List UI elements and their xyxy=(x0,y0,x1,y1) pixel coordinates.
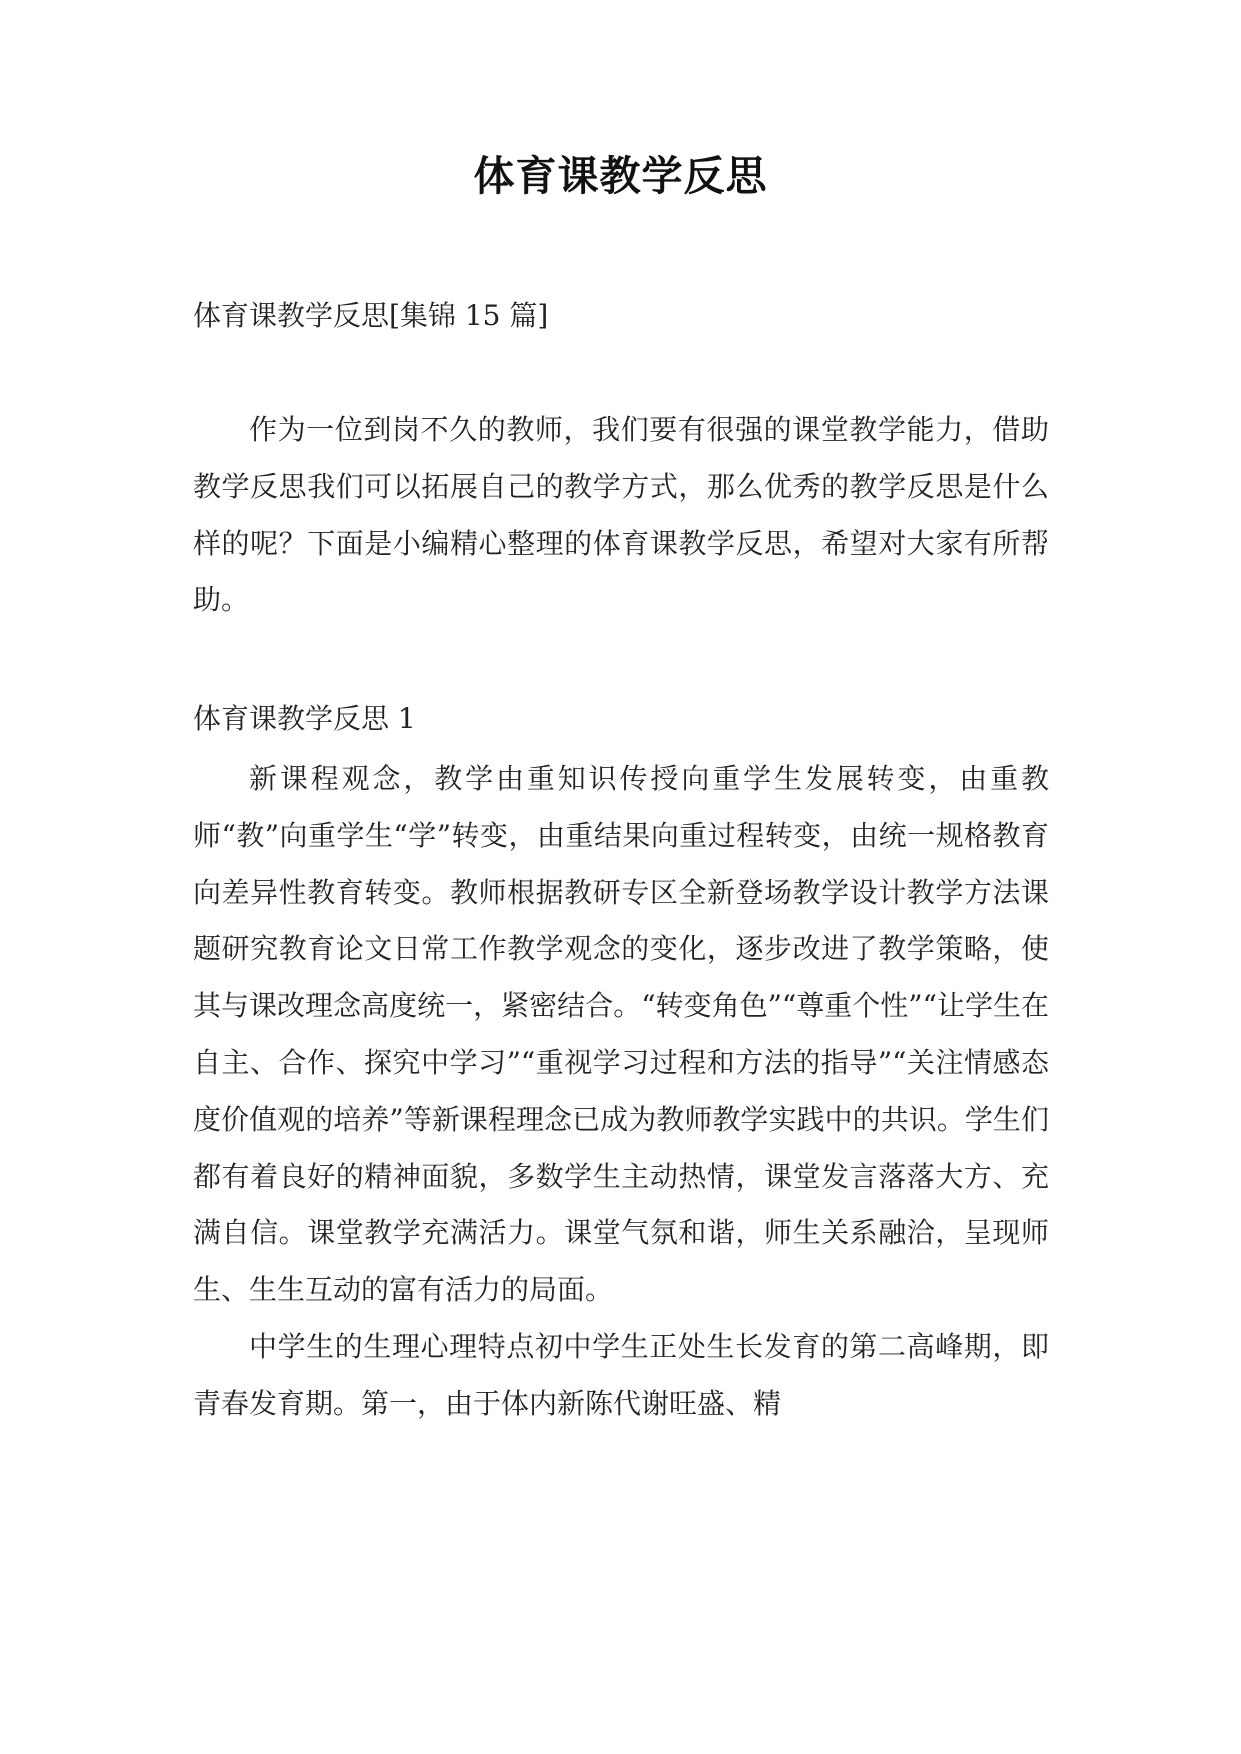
section-heading: 体育课教学反思 1 xyxy=(193,702,416,735)
body-paragraph: 新课程观念，教学由重知识传授向重学生发展转变，由重教师“教”向重学生“学”转变，由重结果向重过程转变，由统一规格教育向差异性教育转变。教师根据教研专区全新登场教学设计教学方法课题研究教育论文日常工作教学观念的变化，逐步改进了教学策略，使其与课改理念高度统一，紧密结合。“转变角色”“尊重个性”“让学生在自主、合作、探究中学习”“重视学习过程和方法的指导”“关注情感态度价值观的培养”等新课程理念已成为教师教学实践中的共识。学生们都有着良好的精神面貌，多数学生主动热情，课堂发言落落大方、充满自信。课堂教学充满活力。课堂气氛和谐，师生关系融洽，呈现师生、生生互动的富有活力的局面。 xyxy=(193,762,1049,1307)
section-body xyxy=(193,751,1049,1433)
document-title: 体育课教学反思 xyxy=(473,152,768,200)
intro-paragraph: 作为一位到岗不久的教师，我们要有很强的课堂教学能力，借助教学反思我们可以拓展自己的教学方式，那么优秀的教学反思是什么样的呢？下面是小编精心整理的体育课教学反思，希望对大家有所帮助。 xyxy=(193,413,1049,617)
document-subtitle: 体育课教学反思[集锦 15 篇] xyxy=(193,299,549,332)
intro-section xyxy=(193,402,1049,629)
body-paragraph: 中学生的生理心理特点初中学生正处生长发育的第二高峰期，即青春发育期。第一，由于体内新陈代谢旺盛、精 xyxy=(193,1329,1049,1420)
